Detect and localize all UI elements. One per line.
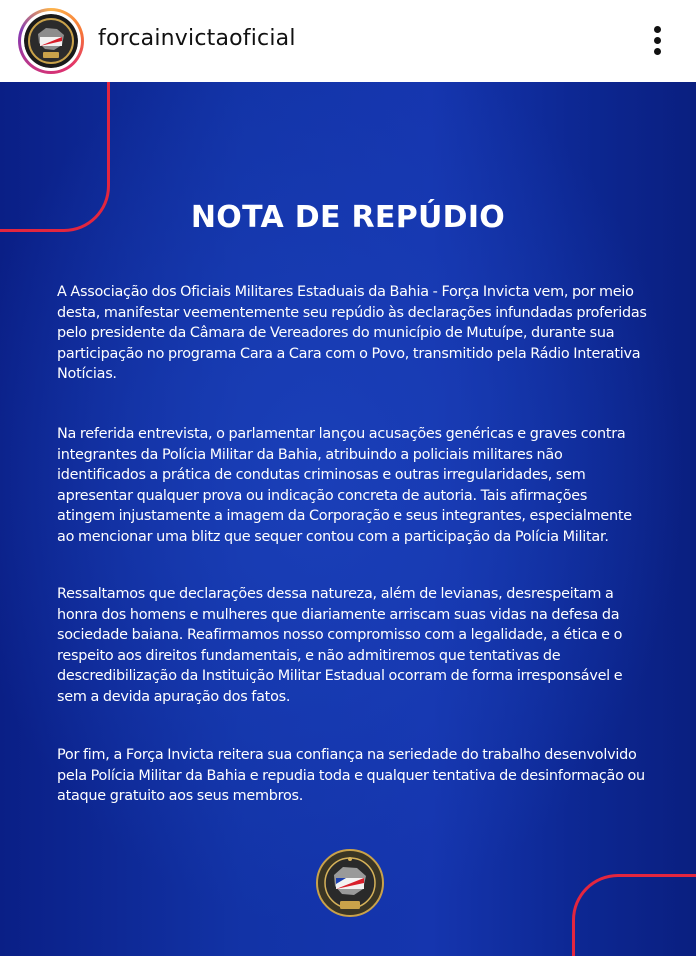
avatar[interactable]: [24, 14, 78, 68]
post-image[interactable]: [0, 82, 696, 956]
story-ring[interactable]: [18, 8, 84, 74]
more-dot: [654, 37, 661, 44]
username[interactable]: forcainvictaoficial: [98, 26, 296, 51]
post-header: [0, 0, 696, 82]
paragraph-1: A Associação dos Oficiais Militares Estaduais da Bahia - Força Invicta vem, por meio desta, manifestar veementemente seu repúdio às declarações infundadas proferidas pelo presidente da Câmara de Vereadores do município de Mutuípe, durante sua participação no programa Cara a Cara com o Povo, transmitido pela Rádio Interativa Notícias.: [57, 284, 647, 383]
more-vertical-icon[interactable]: [645, 24, 671, 58]
forca-invicta-logo-icon: [316, 849, 384, 917]
paragraph-3: Ressaltamos que declarações dessa natureza, além de levianas, desrespeitam a honra dos homens e mulheres que diariamente arriscam suas vidas na defesa da sociedade baiana. Reafirmamos nosso compromisso com a legalidade, a ética e o respeito aos direitos fundamentais, e não admitiremos que tentativas de descredibilização da Instituição Militar Estadual ocorram de forma irresponsável e sem a devida apuração dos fatos.: [57, 586, 623, 705]
paragraph-4: Por fim, a Força Invicta reitera sua confiança na seriedade do trabalho desenvolvido pela Polícia Militar da Bahia e repudia toda e qualquer tentativa de desinformação ou ataque gratuito aos seus membros.: [57, 747, 645, 805]
more-dot: [654, 48, 661, 55]
more-dot: [654, 26, 661, 33]
paragraph-2: Na referida entrevista, o parlamentar lançou acusações genéricas e graves contra integrantes da Polícia Militar da Bahia, atribuindo a policiais militares não identificados a prática de condutas criminosas e outras irregularidades, sem apresentar qualquer prova ou indicação concreta de autoria. Tais afirmações atingem injustamente a imagem da Corporação e seus integrantes, especialmente ao mencionar uma blitz que sequer contou com a participação da Polícia Militar.: [57, 426, 632, 545]
forca-invicta-logo-icon: [24, 14, 78, 68]
avatar-frame: [21, 11, 81, 71]
note-title: NOTA DE REPÚDIO: [190, 200, 506, 235]
red-corner-accent-bottom-right: [572, 874, 696, 956]
